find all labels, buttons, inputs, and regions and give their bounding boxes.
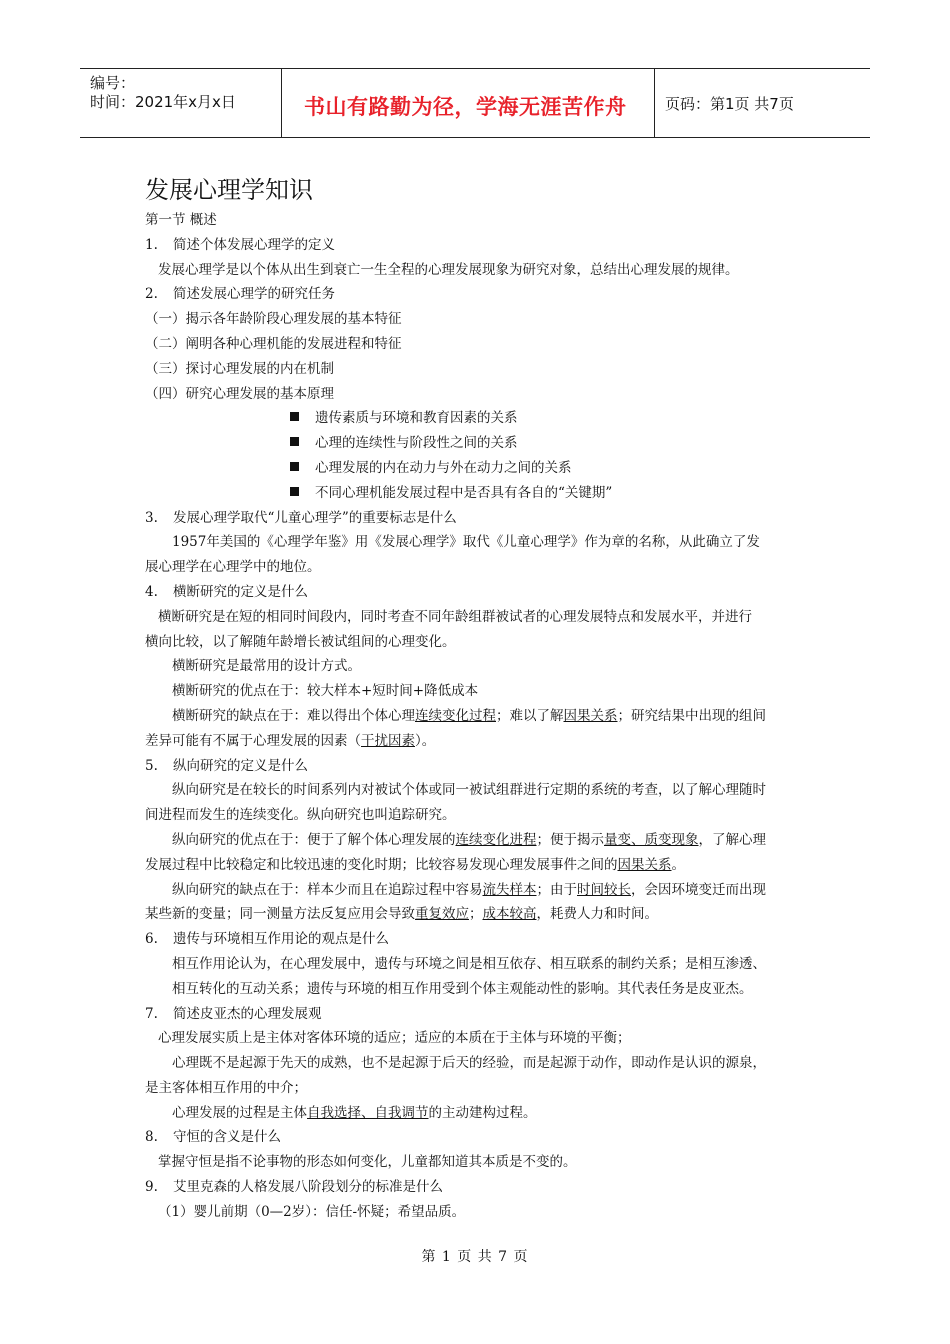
longitudinal-cons-line-2 xyxy=(145,902,810,927)
header-page-cell xyxy=(655,69,870,137)
underlined-term: 干扰因素 xyxy=(361,732,415,749)
question-number: 4. xyxy=(145,583,158,600)
definition-5-line-1: 纵向研究是在较长的时间系列内对被试个体或同一被试组群进行定期的系统的考查，以了解心理随时 xyxy=(172,782,766,799)
text-run: 横断研究的缺点在于：难以得出个体心理 xyxy=(172,707,415,724)
task-item: （四）研究心理发展的基本原理 xyxy=(145,385,334,402)
text-run: ； xyxy=(469,906,483,923)
underlined-term: 重复效应 xyxy=(415,906,469,923)
text-run: ，会因环境变迁而出现 xyxy=(631,881,766,898)
definition-5-line-2: 间进程而发生的连续变化。纵向研究也叫追踪研究。 xyxy=(145,807,456,824)
square-bullet-icon xyxy=(290,412,299,421)
underlined-term: 成本较高 xyxy=(482,906,537,923)
question-4 xyxy=(145,580,810,605)
bullet-item xyxy=(145,406,810,431)
header-motto-cell xyxy=(282,69,655,137)
question-text: 艾里克森的人格发展八阶段划分的标准是什么 xyxy=(173,1179,443,1196)
bullet-text: 心理的连续性与阶段性之间的关系 xyxy=(315,435,518,452)
question-number: 6. xyxy=(145,931,158,948)
text-run: 心理发展的过程是主体 xyxy=(172,1104,307,1121)
header-page-number: 页码：第1页 共7页 xyxy=(665,95,794,113)
text-run: 纵向研究的优点在于：便于了解个体心理发展的 xyxy=(172,831,456,848)
square-bullet-icon xyxy=(290,437,299,446)
question-1 xyxy=(145,233,810,258)
underlined-term: 时间较长 xyxy=(577,881,631,898)
bullet-text: 心理发展的内在动力与外在动力之间的关系 xyxy=(315,459,572,476)
task-item: （二）阐明各种心理机能的发展进程和特征 xyxy=(145,335,402,352)
text-run: 。 xyxy=(671,856,685,873)
document-title: 发展心理学知识 xyxy=(145,176,313,204)
text-run: 某些新的变量；同一测量方法反复应用会导致 xyxy=(145,906,415,923)
question-number: 5. xyxy=(145,757,158,774)
bullet-text: 不同心理机能发展过程中是否具有各自的“关键期” xyxy=(315,484,613,501)
answer-3-line-2: 展心理学在心理学中的地位。 xyxy=(145,559,321,576)
answer-7-point-2-line-2: 是主客体相互作用的中介； xyxy=(145,1079,307,1096)
text-run: 差异可能有不属于心理发展的因素（ xyxy=(145,732,361,749)
header-time: 时间：2021年x月x日 xyxy=(90,93,236,111)
text-run: ；便于揭示 xyxy=(536,831,604,848)
text-run: 纵向研究的缺点在于：样本少而且在追踪过程中容易 xyxy=(172,881,483,898)
answer-1: 发展心理学是以个体从出生到衰亡一生全程的心理发展现象为研究对象，总结出心理发展的规律。 xyxy=(158,261,739,278)
text-run: ；难以了解 xyxy=(496,707,564,724)
definition-4-line-2: 横向比较，以了解随年龄增长被试组间的心理变化。 xyxy=(145,633,456,650)
answer-7-point-3 xyxy=(145,1101,810,1126)
header-table xyxy=(80,68,870,138)
question-text: 简述发展心理学的研究任务 xyxy=(173,286,335,303)
text-run: 的主动建构过程。 xyxy=(428,1104,537,1121)
bullet-item xyxy=(145,481,810,506)
answer-7-point-2-line-1: 心理既不是起源于先天的成熟，也不是起源于后天的经验，而是起源于动作，即动作是认识的源泉， xyxy=(172,1055,766,1072)
question-number: 7. xyxy=(145,1005,158,1022)
question-2 xyxy=(145,282,810,307)
header-code: 编号： xyxy=(90,74,136,92)
underlined-term: 流失样本 xyxy=(482,881,537,898)
text-run: ，耗费人力和时间。 xyxy=(536,906,658,923)
document-body xyxy=(145,208,810,1225)
bullet-item xyxy=(145,431,810,456)
cross-sectional-cons-line-2 xyxy=(145,729,810,754)
question-9 xyxy=(145,1175,810,1200)
question-text: 守恒的含义是什么 xyxy=(173,1129,281,1146)
underlined-term: 因果关系 xyxy=(563,707,618,724)
underlined-term: 自我选择、自我调节 xyxy=(307,1104,429,1121)
question-text: 纵向研究的定义是什么 xyxy=(173,757,308,774)
question-7 xyxy=(145,1002,810,1027)
answer-3-line-1: 1957年美国的《心理学年鉴》用《发展心理学》取代《儿童心理学》作为章的名称，从此确立了发 xyxy=(172,534,760,551)
text-run: ）。 xyxy=(415,732,436,749)
question-number: 2. xyxy=(145,286,158,303)
section-heading: 第一节 概述 xyxy=(145,212,217,228)
header-motto: 书山有路勤为径，学海无涯苦作舟 xyxy=(304,95,627,119)
erikson-stage-1: （1）婴儿前期（0—2岁）：信任-怀疑；希望品质。 xyxy=(158,1203,466,1220)
text-run: ；研究结果中出现的组间 xyxy=(617,707,766,724)
question-text: 遗传与环境相互作用论的观点是什么 xyxy=(173,931,389,948)
cross-sectional-common: 横断研究是最常用的设计方式。 xyxy=(172,658,361,675)
question-text: 横断研究的定义是什么 xyxy=(173,583,308,600)
longitudinal-pros-line-2 xyxy=(145,853,810,878)
task-item: （一）揭示各年龄阶段心理发展的基本特征 xyxy=(145,311,402,328)
text-run: ，了解心理 xyxy=(698,831,766,848)
underlined-term: 连续变化进程 xyxy=(455,831,537,848)
question-text: 发展心理学取代“儿童心理学”的重要标志是什么 xyxy=(173,509,457,526)
header-info-cell xyxy=(80,69,282,137)
question-8 xyxy=(145,1125,810,1150)
square-bullet-icon xyxy=(290,487,299,496)
bullet-item xyxy=(145,456,810,481)
question-3 xyxy=(145,506,810,531)
question-number: 3. xyxy=(145,509,158,526)
text-run: ；由于 xyxy=(536,881,577,898)
question-number: 1. xyxy=(145,236,158,253)
question-number: 8. xyxy=(145,1129,158,1146)
underlined-term: 量变、质变现象 xyxy=(604,831,699,848)
question-6 xyxy=(145,927,810,952)
answer-8: 掌握守恒是指不论事物的形态如何变化，儿童都知道其本质是不变的。 xyxy=(158,1154,577,1171)
task-item: （三）探讨心理发展的内在机制 xyxy=(145,360,334,377)
text-run: 发展过程中比较稳定和比较迅速的变化时期；比较容易发现心理发展事件之间的 xyxy=(145,856,618,873)
answer-6-line-2: 相互转化的互动关系；遗传与环境的相互作用受到个体主观能动性的影响。其代表任务是皮亚杰。 xyxy=(172,980,753,997)
question-number: 9. xyxy=(145,1179,158,1196)
underlined-term: 因果关系 xyxy=(617,856,672,873)
question-text: 简述个体发展心理学的定义 xyxy=(173,236,335,253)
answer-7-point-1: 心理发展实质上是主体对客体环境的适应；适应的本质在于主体与环境的平衡； xyxy=(158,1030,631,1047)
cross-sectional-cons-line-1 xyxy=(145,704,810,729)
longitudinal-pros-line-1 xyxy=(145,828,810,853)
answer-6-line-1: 相互作用论认为，在心理发展中，遗传与环境之间是相互依存、相互联系的制约关系；是相互渗透、 xyxy=(172,955,766,972)
underlined-term: 连续变化过程 xyxy=(415,707,496,724)
cross-sectional-pros: 横断研究的优点在于：较大样本+短时间+降低成本 xyxy=(172,683,479,700)
bullet-text: 遗传素质与环境和教育因素的关系 xyxy=(315,410,518,427)
question-text: 简述皮亚杰的心理发展观 xyxy=(173,1005,322,1022)
definition-4-line-1: 横断研究是在短的相同时间段内，同时考查不同年龄组群被试者的心理发展特点和发展水平，并进行 xyxy=(158,608,752,625)
question-5 xyxy=(145,754,810,779)
square-bullet-icon xyxy=(290,462,299,471)
longitudinal-cons-line-1 xyxy=(145,878,810,903)
page-footer: 第 1 页 共 7 页 xyxy=(421,1249,529,1265)
